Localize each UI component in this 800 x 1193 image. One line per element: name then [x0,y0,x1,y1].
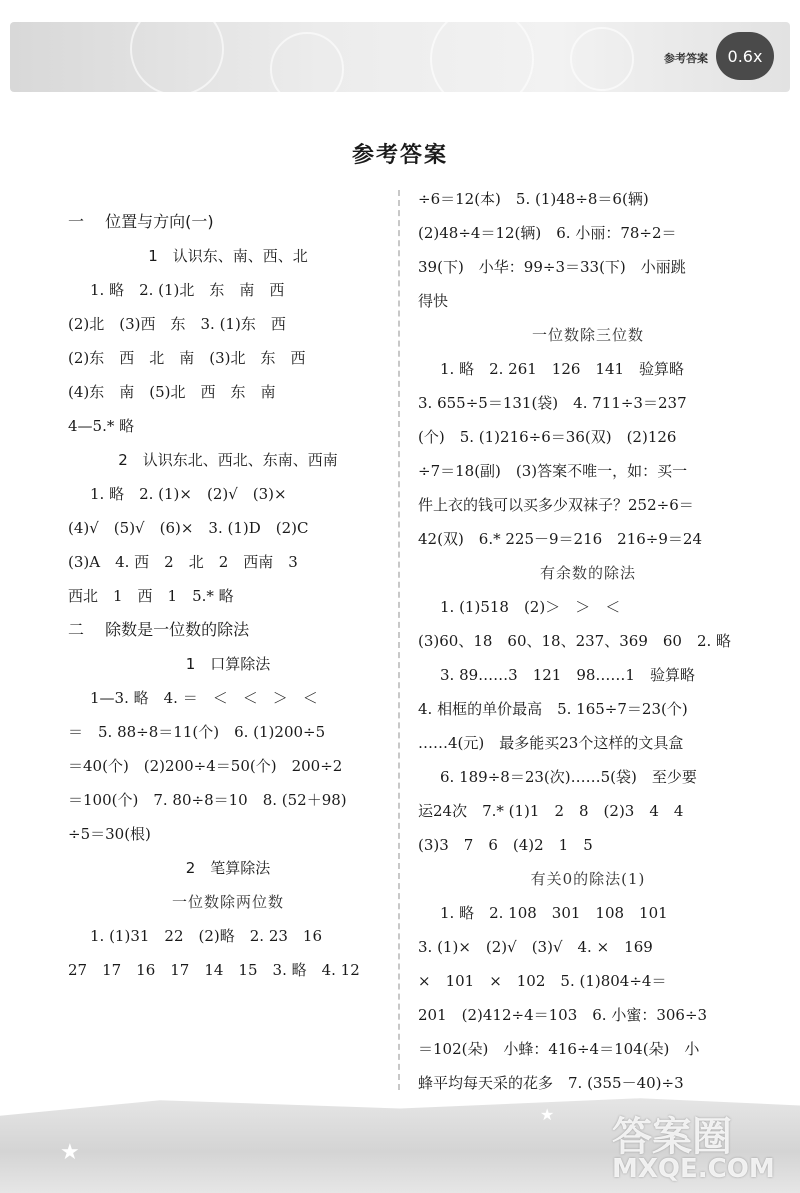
section-heading: 二 除数是一位数的除法 [68,620,250,639]
answer-line: 3. (1)× (2)√ (3)√ 4. × 169 [418,938,653,956]
answer-line: (2)北 (3)西 东 3. (1)东 西 [68,315,286,333]
subsection-heading: 2 认识东北、西北、东南、西南 [118,451,338,469]
answer-line: 3. 655÷5＝131(袋) 4. 711÷3＝237 [418,394,687,412]
answer-line: (2)东 西 北 南 (3)北 东 西 [68,349,306,367]
answer-line: (2)48÷4＝12(辆) 6. 小丽：78÷2＝ [418,224,677,242]
section-heading: 一 位置与方向(一) [68,212,214,231]
star-icon: ★ [540,1105,555,1124]
answer-line: ＝100(个) 7. 80÷8＝10 8. (52＋98) [68,791,347,809]
answer-line: 1. 略 2. 108 301 108 101 [440,904,668,922]
answer-line: (3)A 4. 西 2 北 2 西南 3 [68,553,298,571]
answer-line: 1. 略 2. (1)× (2)√ (3)× [90,485,287,503]
column-divider [398,190,400,1090]
left-column [68,205,388,987]
answer-line: 42(双) 6.* 225－9＝216 216÷9＝24 [418,530,703,548]
page-title: 参考答案 [351,143,448,168]
header-section-label: 参考答案 [664,52,708,65]
star-icon: ★ [30,1100,43,1116]
answer-line: 1—3. 略 4. ＝ ＜ ＜ ＞ ＜ [90,689,318,707]
answer-line: ÷5＝30(根) [68,825,151,843]
answer-line: (4)东 南 (5)北 西 东 南 [68,383,276,401]
zoom-level-badge[interactable]: 0.6x [716,32,774,80]
watermark-brand: 答案圈 [612,1114,732,1160]
subsection-heading: 1 口算除法 [185,655,271,673]
answer-line: 1. 略 2. (1)北 东 南 西 [90,281,285,299]
answer-line: (4)√ (5)√ (6)× 3. (1)D (2)C [68,519,309,537]
watermark-url: MXQE.COM [612,1154,775,1184]
answer-line: ＝40(个) (2)200÷4＝50(个) 200÷2 [68,757,343,775]
answer-line: 6. 189÷8＝23(次)……5(袋) 至少要 [440,768,697,786]
topic-heading: 一位数除两位数 [171,893,284,911]
answer-line: 27 17 16 17 14 15 3. 略 4. 12 [68,961,360,979]
answer-line: (3)3 7 6 (4)2 1 5 [418,836,593,854]
answer-line: 39(下) 小华：99÷3＝33(下) 小丽跳 [418,258,686,276]
answer-line: ÷6＝12(本) 5. (1)48÷8＝6(辆) [418,190,649,208]
topic-heading: 一位数除三位数 [531,326,644,344]
answer-line: 蜂平均每天采的花多 7. (355－40)÷3 [418,1074,684,1092]
answer-line: 件上衣的钱可以买多少双袜子？252÷6＝ [418,496,694,514]
answer-line: 得快 [418,292,449,310]
subsection-heading: 2 笔算除法 [185,859,271,877]
answer-line: 西北 1 西 1 5.* 略 [68,587,234,605]
answer-line: 1. (1)31 22 (2)略 2. 23 16 [90,927,323,945]
answer-line: 201 (2)412÷4＝103 6. 小蜜：306÷3 [418,1006,708,1024]
star-icon: ★ [60,1140,80,1165]
answer-line: 3. 89……3 121 98……1 验算略 [440,666,695,684]
answer-line: 运24次 7.* (1)1 2 8 (2)3 4 4 [418,802,684,820]
answer-line: × 101 × 102 5. (1)804÷4＝ [418,972,667,990]
subsection-heading: 1 认识东、南、西、北 [148,247,308,265]
right-column [418,182,758,1100]
answer-line: 1. 略 2. 261 126 141 验算略 [440,360,685,378]
answer-line: ÷7＝18(副) (3)答案不唯一，如：买一 [418,462,688,480]
answer-line: 1. (1)518 (2)＞ ＞ ＜ [440,598,621,616]
answer-line: ＝102(朵) 小蜂：416÷4＝104(朵) 小 [418,1040,700,1058]
answer-line: 4—5.* 略 [68,417,135,435]
topic-heading: 有关0的除法(1) [530,870,646,888]
answer-line: ……4(元) 最多能买23个这样的文具盒 [418,734,684,752]
topic-heading: 有余数的除法 [539,564,636,582]
answer-line: 4. 相框的单价最高 5. 165÷7＝23(个) [418,700,688,718]
answer-line: (个) 5. (1)216÷6＝36(双) (2)126 [418,428,677,446]
answer-line: (3)60、18 60、18、237、369 60 2. 略 [418,632,732,650]
answer-line: ＝ 5. 88÷8＝11(个) 6. (1)200÷5 [68,723,326,741]
